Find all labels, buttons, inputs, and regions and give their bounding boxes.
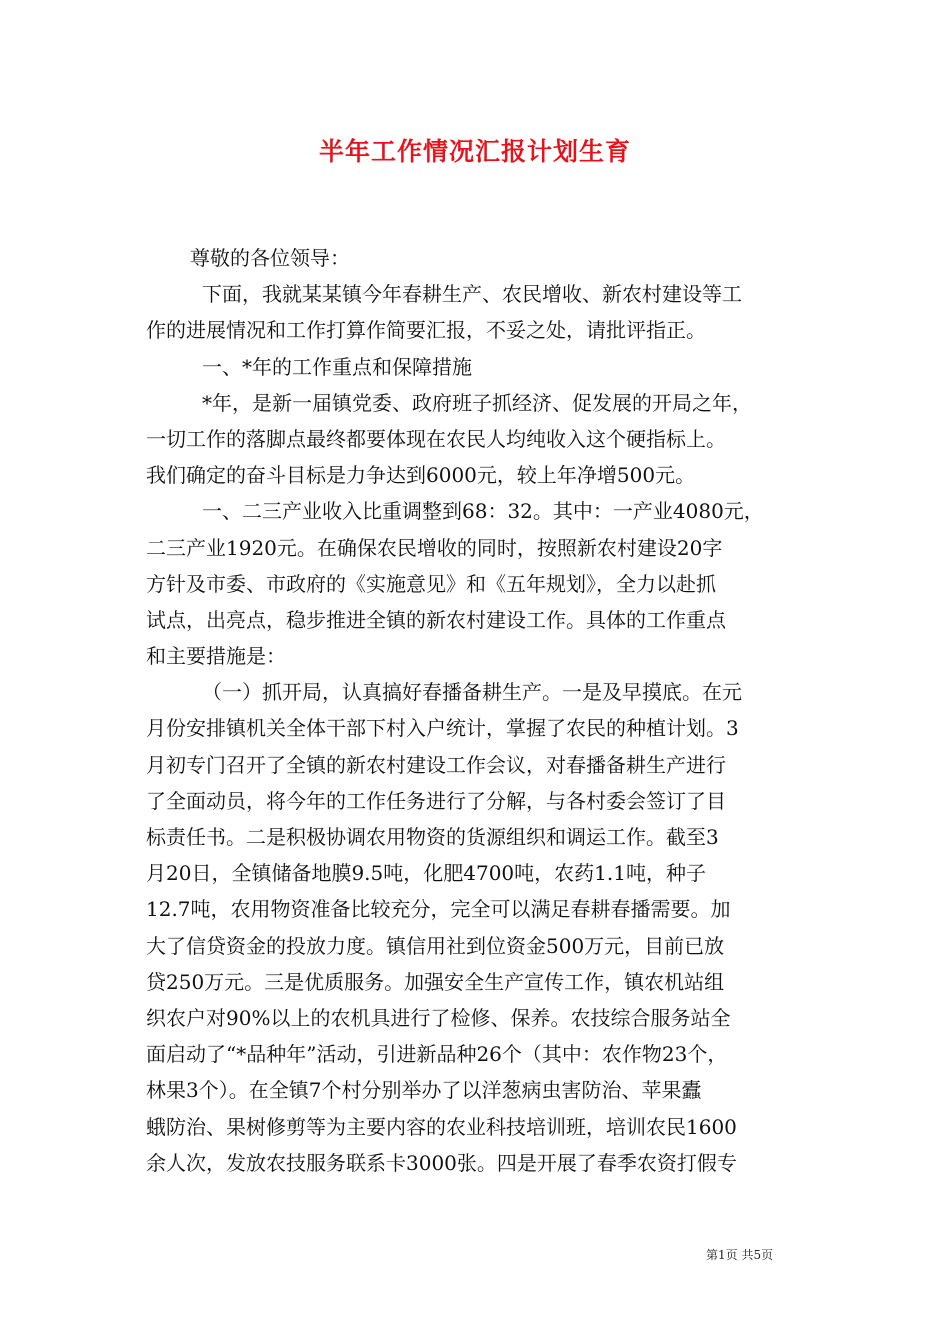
text-line: 了全面动员，将今年的工作任务进行了分解，与各村委会签订了目: [146, 788, 726, 813]
text-line: 月份安排镇机关全体干部下村入户统计，掌握了农民的种植计划。3: [146, 716, 739, 741]
document-body: [146, 240, 806, 1181]
text-line: 标责任书。二是积极协调农用物资的货源组织和调运工作。截至3: [146, 825, 719, 849]
text-line: 林果3个）。在全镇7个村分别举办了以洋葱病虫害防治、苹果蠹: [146, 1078, 702, 1103]
text-line: 面启动了“*品种年”活动，引进新品种26个（其中：农作物23个，: [146, 1042, 728, 1067]
text-line: 一、*年的工作重点和保障措施: [202, 354, 472, 379]
text-line: 和主要措施是：: [146, 644, 286, 669]
text-line: 一切工作的落脚点最终都要体现在农民人均纯收入这个硬指标上。: [146, 426, 726, 451]
text-line: 织农户对90%以上的农机具进行了检修、保养。农技综合服务站全: [146, 1005, 731, 1030]
text-line: 月初专门召开了全镇的新农村建设工作会议，对春播备耕生产进行: [146, 752, 726, 777]
text-line: 贷250万元。三是优质服务。加强安全生产宣传工作，镇农机站组: [146, 969, 725, 994]
text-line: *年，是新一届镇党委、政府班子抓经济、促发展的开局之年，: [202, 390, 752, 415]
text-line: 大了信贷资金的投放力度。镇信用社到位资金500万元，目前已放: [146, 933, 725, 958]
text-line: 下面，我就某某镇今年春耕生产、农民增收、新农村建设等工: [202, 282, 742, 307]
text-line: 余人次，发放农技服务联系卡3000张。四是开展了春季农资打假专: [146, 1150, 737, 1175]
text-line: 我们确定的奋斗目标是力争达到6000元，较上年净增500元。: [146, 463, 696, 488]
text-line: 尊敬的各位领导：: [190, 246, 350, 270]
text-line: 12.7吨，农用物资准备比较充分，完全可以满足春耕春播需要。加: [146, 897, 731, 922]
text-line: 二三产业1920元。在确保农民增收的同时，按照新农村建设20字: [146, 535, 723, 560]
text-line: （一）抓开局，认真搞好春播备耕生产。一是及早摸底。在元: [202, 680, 742, 705]
page-number: 第1页 共5页: [706, 1248, 774, 1262]
text-line: 方针及市委、市政府的《实施意见》和《五年规划》，全力以赴抓: [146, 571, 716, 596]
text-line: 月20日，全镇储备地膜9.5吨，化肥4700吨，农药1.1吨，种子: [146, 861, 706, 886]
text-line: 试点，出亮点，稳步推进全镇的新农村建设工作。具体的工作重点: [146, 607, 726, 632]
text-line: 一、二三产业收入比重调整到68：32。其中：一产业4080元，: [202, 499, 764, 524]
document-title: 半年工作情况汇报计划生育: [318, 137, 631, 166]
text-line: 蛾防治、果树修剪等为主要内容的农业科技培训班，培训农民1600: [146, 1114, 737, 1139]
text-line: 作的进展情况和工作打算作简要汇报，不妥之处，请批评指正。: [146, 318, 706, 343]
